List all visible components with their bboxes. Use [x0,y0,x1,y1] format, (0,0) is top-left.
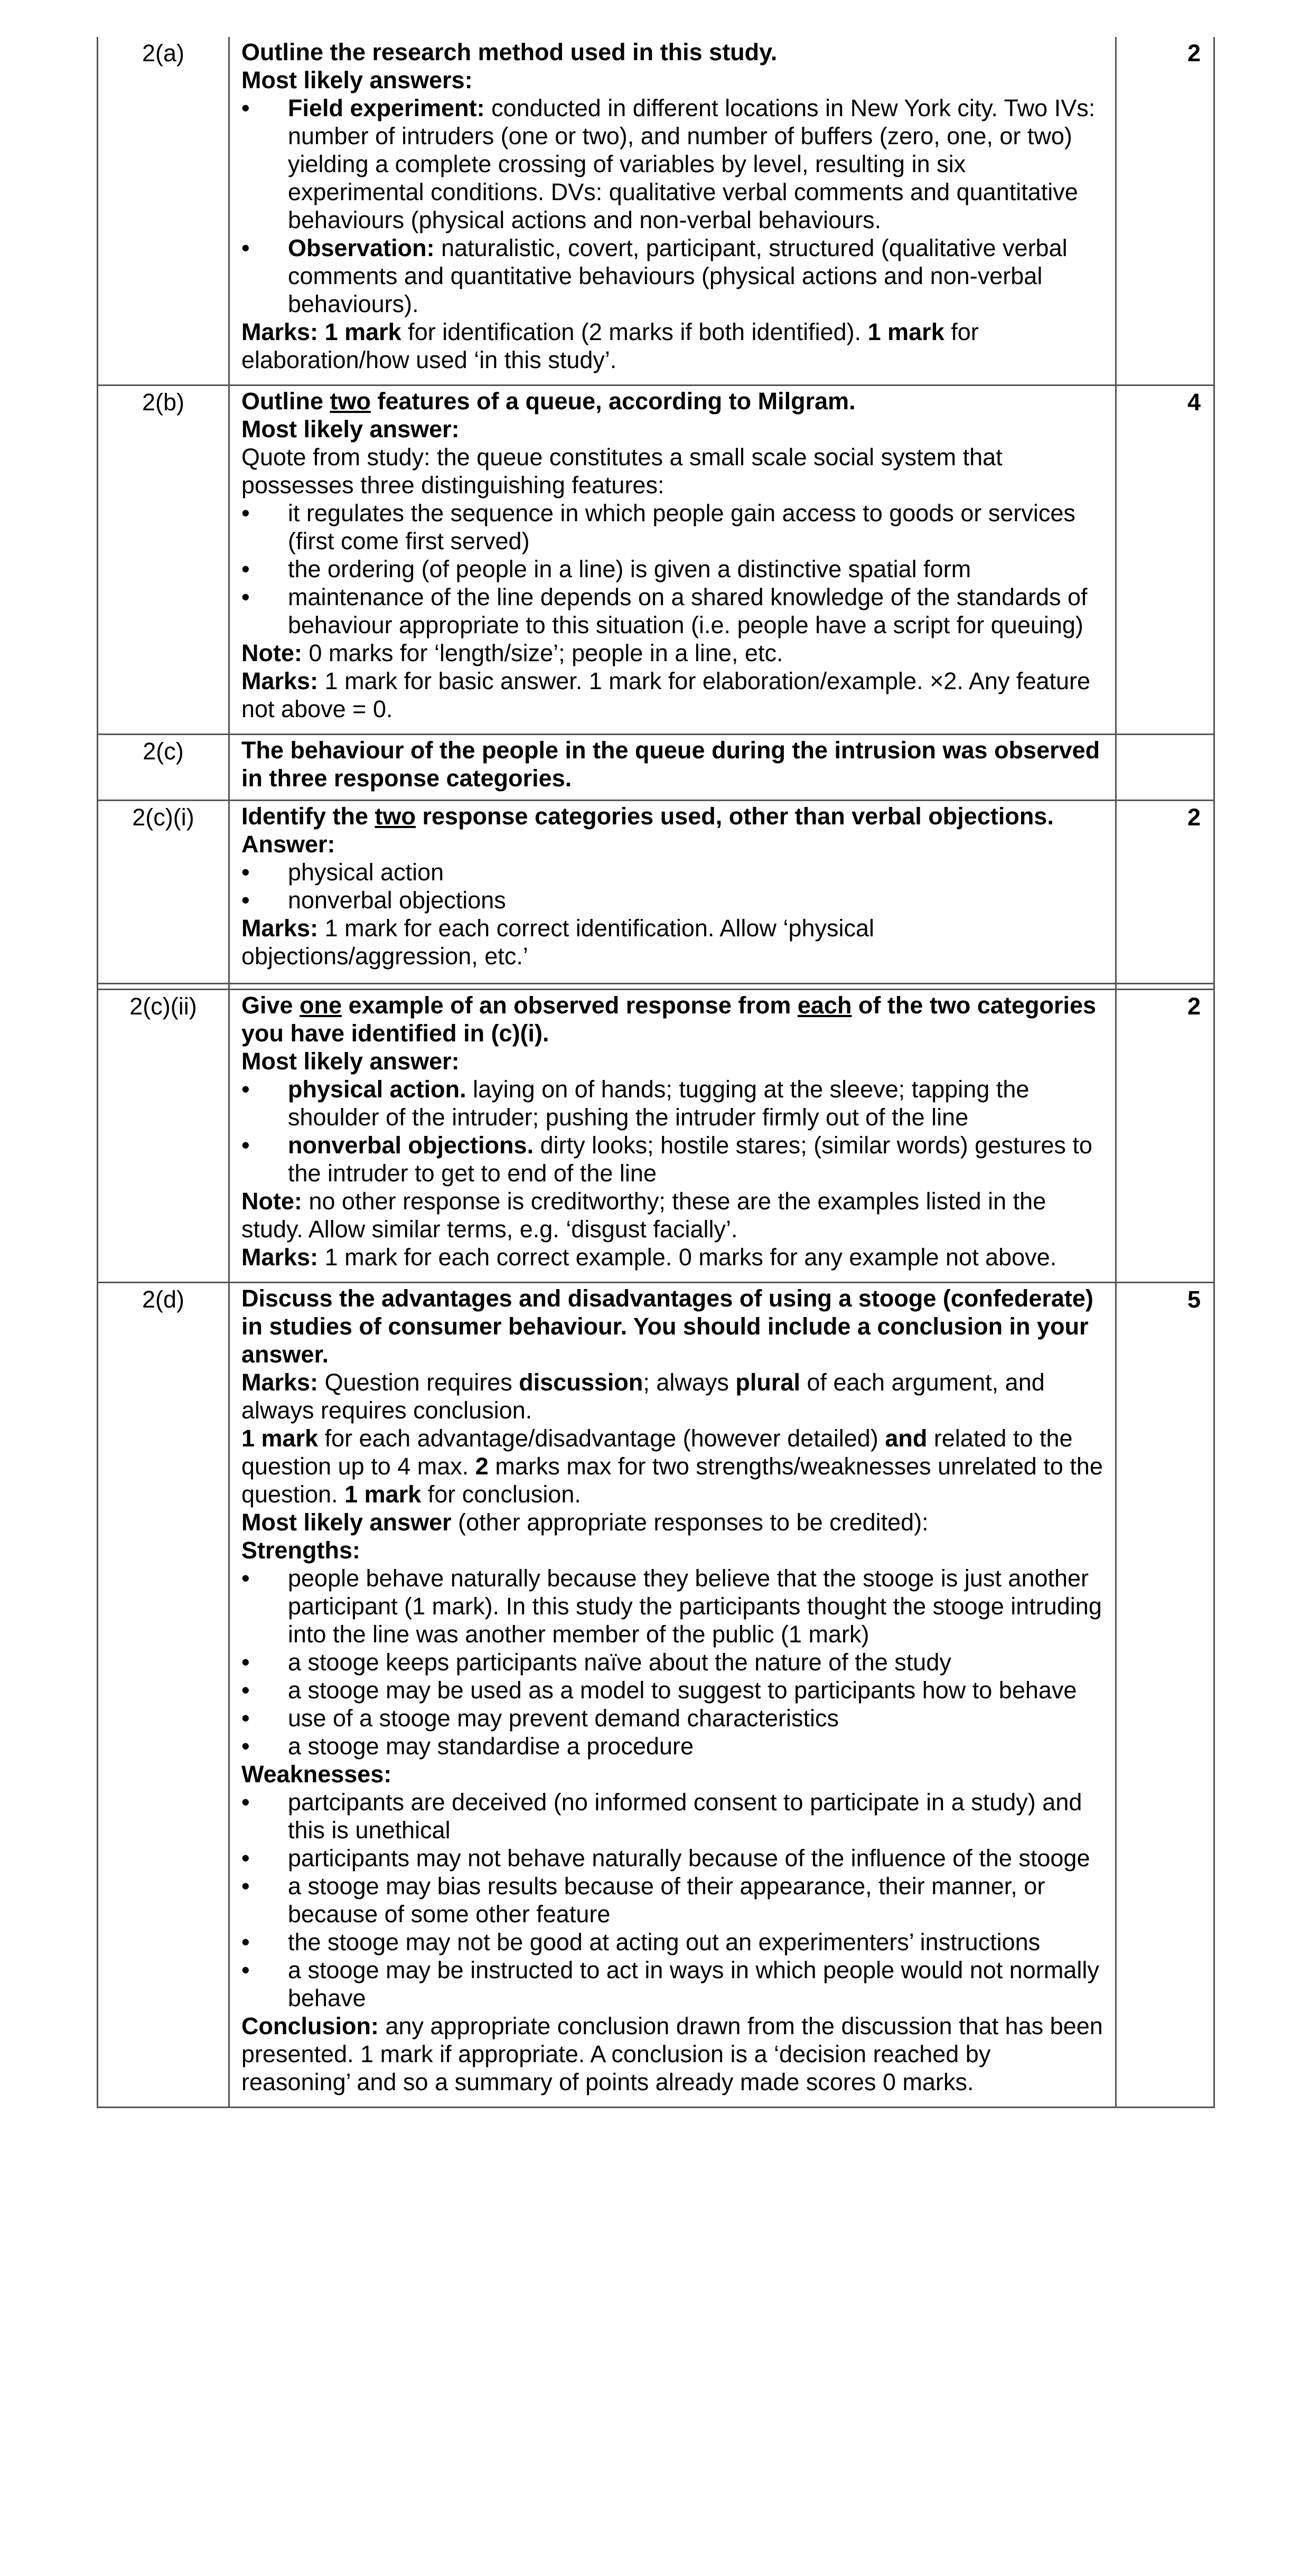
list-item: • participants may not behave naturally because of the influence of the stooge [241,1844,1105,1872]
question-text: Discuss the advantages and disadvantages of using a stooge (confederate) in studies of consumer behaviour. You should include a conclusion in your answer. [241,1285,1093,1368]
question-text: Identify the two response categories used, other than verbal objections. [241,803,1054,830]
list-item: • a stooge may be used as a model to suggest to participants how to behave [241,1676,1105,1704]
marks-text: Marks: 1 mark for basic answer. 1 mark for elaboration/example. ×2. Any feature not above = 0. [241,667,1091,722]
list-item: • physical action [241,858,1105,886]
list-item: • a stooge may be instructed to act in ways in which people would not normally behave [241,1956,1105,2012]
list-item: • the stooge may not be good at acting out an experimenters’ instructions [241,1928,1105,1956]
list-item: • use of a stooge may prevent demand characteristics [241,1704,1105,1732]
question-number: 2(c)(ii) [98,990,229,1283]
list-item: • a stooge keeps participants naïve about the nature of the study [241,1648,1105,1676]
conclusion-text: Conclusion: any appropriate conclusion drawn from the discussion that has been presented. 1 mark if appropriate. A conclusion is a ‘decision reached by reasoning’ and so a summary of points already made scores 0 marks. [241,2013,1103,2095]
mark-scheme-table [97,37,1215,2108]
marks-available [1116,735,1214,801]
list-item: • nonverbal objections [241,886,1105,914]
question-text: Outline two features of a queue, according to Milgram. [241,388,856,415]
row-2a [98,37,1214,386]
weaknesses-heading: Weaknesses: [241,1761,392,1788]
answer-list [241,858,1105,914]
list-item: • Field experiment: conducted in different locations in New York city. Two IVs: number of intruders (one or two), and number of buffers (zero, one, or two) yielding a complete crossing of variables by level, resulting in six experimental conditions. DVs: qualitative verbal comments and quantitative behaviours (physical actions and non-verbal behaviours. [241,94,1105,234]
question-number: 2(a) [98,37,229,386]
strengths-list [241,1564,1105,1760]
marks-text: Marks: 1 mark for each correct identification. Allow ‘physical objections/aggression, etc.’ [241,915,875,970]
marks-available: 2 [1116,990,1214,1283]
answers-heading: Most likely answer: [241,416,460,443]
row-2b [98,386,1214,735]
marks-available: 2 [1116,801,1214,984]
marks-text: Marks: Question requires discussion; always plural of each argument, and always requires conclusion. 1 mark for each advantage/disadvantage (however detailed) and related to the question up to 4 max. 2 marks max for two strengths/weaknesses unrelated to the question. 1 mark for conclusion. [241,1369,1103,1508]
list-item: • a stooge may standardise a procedure [241,1732,1105,1760]
marks-text: Marks: 1 mark for each correct example. 0 marks for any example not above. [241,1244,1057,1271]
list-item: • nonverbal objections. dirty looks; hostile stares; (similar words) gestures to the intruder to get to end of the line [241,1131,1105,1187]
answer-cell [229,1283,1116,2108]
list-item: • physical action. laying on of hands; tugging at the sleeve; tapping the shoulder of the intruder; pushing the intruder firmly out of the line [241,1075,1105,1131]
question-text: Give one example of an observed response from each of the two categories you have identified in (c)(i). [241,992,1097,1047]
answers-heading: Answer: [241,831,335,858]
question-number: 2(b) [98,386,229,735]
weaknesses-list [241,1788,1105,2012]
answer-list [241,94,1105,318]
answer-cell [229,735,1116,801]
row-2c [98,735,1214,801]
list-item: • people behave naturally because they believe that the stooge is just another participant (1 mark). In this study the participants thought the stooge intruding into the line was another member of the public (1 mark) [241,1564,1105,1648]
marks-text: Marks: 1 mark for identification (2 marks if both identified). 1 mark for elaboration/how used ‘in this study’. [241,318,979,373]
list-item: • partcipants are deceived (no informed consent to participate in a study) and this is unethical [241,1788,1105,1844]
question-number: 2(d) [98,1283,229,2108]
question-text: Outline the research method used in this study. [241,39,778,65]
marks-available: 4 [1116,386,1214,735]
answers-heading: Most likely answers: [241,67,473,93]
question-number: 2(c) [98,735,229,801]
answer-cell [229,801,1116,984]
marks-available: 2 [1116,37,1214,386]
answer-cell [229,386,1116,735]
note-text: Note: no other response is creditworthy; these are the examples listed in the study. Allow similar terms, e.g. ‘disgust facially’. [241,1188,1046,1243]
row-divider [98,984,1214,990]
answer-label: Most likely answer (other appropriate responses to be credited): [241,1509,929,1536]
list-item: • it regulates the sequence in which people gain access to goods or services (first come first served) [241,499,1105,555]
answer-intro: Quote from study: the queue constitutes a small scale social system that possesses three distinguishing features: [241,444,1003,499]
answer-list [241,499,1105,639]
question-number: 2(c)(i) [98,801,229,984]
list-item: • Observation: naturalistic, covert, participant, structured (qualitative verbal comments and quantitative behaviours (physical actions and non-verbal behaviours). [241,234,1105,318]
list-item: • maintenance of the line depends on a shared knowledge of the standards of behaviour appropriate to this situation (i.e. people have a script for queuing) [241,583,1105,639]
list-item: • the ordering (of people in a line) is given a distinctive spatial form [241,555,1105,583]
answer-list [241,1075,1105,1187]
row-2d [98,1283,1214,2108]
answer-cell [229,990,1116,1283]
row-2c-i [98,801,1214,984]
answer-cell [229,37,1116,386]
row-2c-ii [98,990,1214,1283]
strengths-heading: Strengths: [241,1537,360,1564]
question-text: The behaviour of the people in the queue during the intrusion was observed in three response categories. [241,737,1100,792]
answers-heading: Most likely answer: [241,1048,460,1075]
note-text: Note: 0 marks for ‘length/size’; people in a line, etc. [241,640,783,666]
list-item: • a stooge may bias results because of their appearance, their manner, or because of some other feature [241,1872,1105,1928]
marks-available: 5 [1116,1283,1214,2108]
